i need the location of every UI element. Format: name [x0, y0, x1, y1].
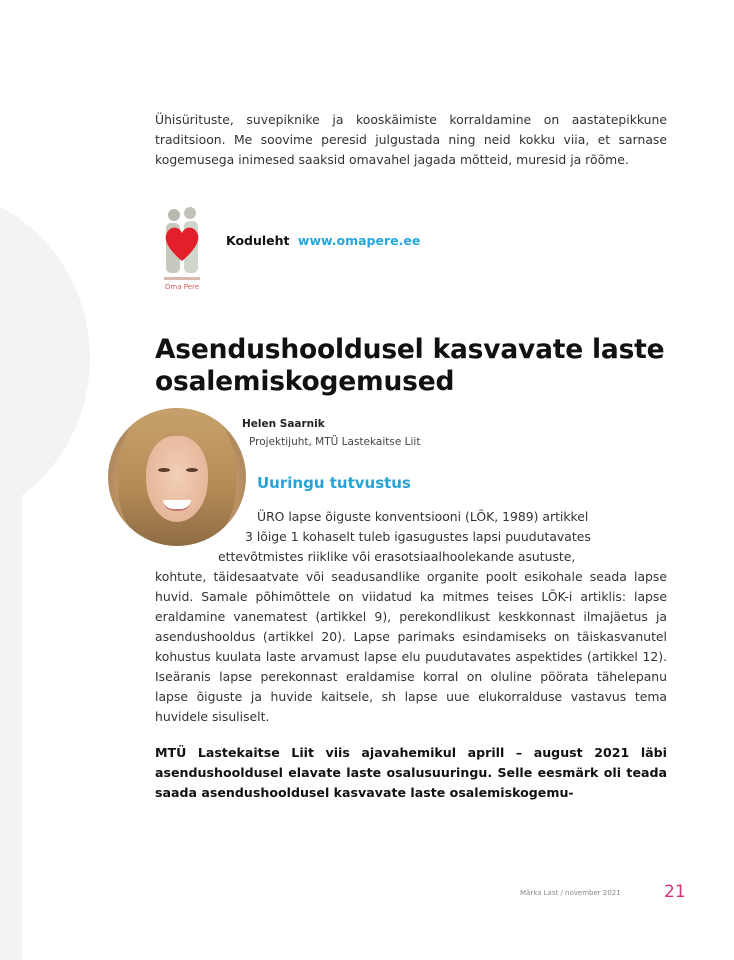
body-line: ettevõtmistes riiklike või erasotsiaalhoolekande asutuste, [218, 549, 576, 564]
author-photo-eye [158, 468, 170, 472]
logo-caption: Oma Pere [164, 283, 200, 291]
background-band [0, 360, 22, 960]
homepage-row [158, 205, 558, 295]
author-role: Projektijuht, MTÜ Lastekaitse Liit [249, 436, 421, 448]
oma-pere-logo-icon [158, 205, 206, 293]
author-photo-eye [186, 468, 198, 472]
homepage-label: Koduleht [226, 233, 290, 248]
section-subheading: Uuringu tutvustus [257, 474, 411, 492]
intro-paragraph: Ühisürituste, suvepiknike ja kooskäimiste korraldamine on aastatepikkune traditsioon. Me soovime peresid julgustada ning neid kokku viia, et sarnase kogemusega inimesed saaksid omavahel jagada mõtteid, muresid ja rõõme. [155, 112, 667, 168]
body-line: ÜRO lapse õiguste konventsiooni (LÕK, 1989) artikkel [257, 509, 589, 524]
author-name: Helen Saarnik [242, 418, 325, 430]
body-paragraph [155, 507, 667, 727]
bold-paragraph: MTÜ Lastekaitse Liit viis ajavahemikul aprill – august 2021 läbi asendushooldusel elavate laste osalusuuringu. Selle eesmärk oli teada saada asendushooldusel kasvavate laste osalemiskogemu- [155, 745, 667, 800]
body-rest: kohtute, täidesaatvate või seadusandlike organite poolt esikohale seada lapse huvid. Samale põhimõttele on viidatud ka mitmes teises LÕK-i artiklis: lapse eraldamine vanematest (artikkel 9), perekondlikust keskkonnast ilmajäetus ja asendushooldus (artikkel 20). Lapse parimaks esindamiseks on täiskasvanutel kohustus kuulata laste arvamust lapse elu puudutavates aspektides (artikkel 12). Iseäranis lapse perekonnast eraldamise korral on oluline pöörata tähelepanu lapse õiguste ja huvide kaitsele, sh lapse uue elukorralduse vastavus tema huvidele sisuliselt. [155, 569, 667, 724]
footer-publication: Märka Last / november 2021 [520, 889, 621, 897]
body-line: 3 lõige 1 kohaselt tuleb igasugustes lapsi puudutavates [245, 529, 591, 544]
article-title: Asendushooldusel kasvavate laste osalemiskogemused [155, 334, 665, 397]
page-number: 21 [664, 882, 686, 902]
homepage-link[interactable]: www.omapere.ee [297, 233, 421, 248]
homepage-label-wrapper [226, 233, 420, 248]
